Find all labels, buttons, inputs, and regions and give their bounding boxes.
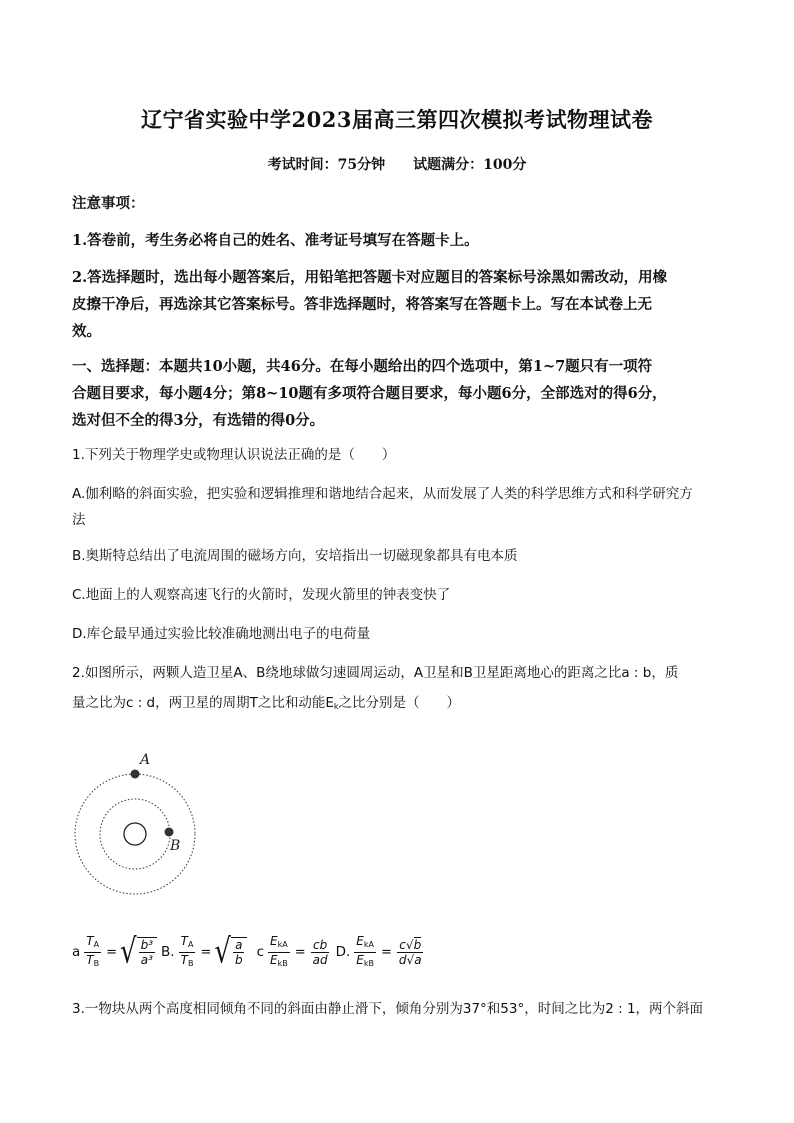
- notice-heading: 注意事项：: [72, 195, 145, 212]
- q2-option-b-rhs: √ $\frac{a}{b}$: [214, 937, 246, 967]
- full-score: 试题满分：100分: [413, 157, 527, 173]
- outer-orbit: [75, 774, 195, 894]
- earth: [124, 823, 146, 845]
- q1-stem: 1.下列关于物理学史或物理认识说法正确的是（ ）: [72, 447, 396, 463]
- exam-subtitle: [0, 154, 794, 174]
- time-limit: 考试时间：75分钟: [267, 157, 386, 173]
- q1-option-a-line-2: 法: [72, 512, 86, 528]
- q2-option-c-label: c: [256, 944, 264, 960]
- section-1-line-2: 合题目要求，每小题4分；第8~10题有多项符合题目要求，每小题6分，全部选对的得6分，: [72, 385, 667, 402]
- inner-orbit: [100, 799, 170, 869]
- satellite-a: [131, 770, 140, 779]
- exam-title: 辽宁省实验中学2023届高三第四次模拟考试物理试卷: [141, 107, 653, 132]
- q3-stem: 3.一物块从两个高度相同倾角不同的斜面由静止滑下，倾角分别为37°和53°，时间之比为2 : 1，两个斜面: [72, 1001, 704, 1017]
- q2-option-b-label: B.: [161, 944, 175, 960]
- q2-option-a-lhs: $\frac{T_A}{T_B}$: [86, 933, 100, 968]
- q2-stem-line-2: 量之比为c : d，两卫星的周期T之比和动能$E_k$之比分别是（ ）: [72, 695, 461, 711]
- q2-option-a-label: a: [72, 944, 81, 960]
- q2-option-b-lhs: $\frac{T_A}{T_B}$: [180, 933, 194, 968]
- q2-option-c-rhs: $\frac{cb}{ad}$: [312, 937, 328, 967]
- notice-item-1: 1.答卷前，考生务必将自己的姓名、准考证号填写在答题卡上。: [72, 232, 479, 249]
- q2-option-d-lhs: $\frac{E_{kA}}{E_{kB}}$: [356, 933, 375, 968]
- notice-item-2-line-1: 2.答选择题时，选出每小题答案后，用铅笔把答题卡对应题目的答案标号涂黑如需改动，用橡: [72, 269, 668, 286]
- q1-option-b: B.奥斯特总结出了电流周围的磁场方向，安培指出一切磁现象都具有电本质: [72, 548, 518, 564]
- q2-option-d-label: D.: [335, 944, 351, 960]
- q2-stem-line-1: 2.如图所示，两颗人造卫星A、B绕地球做匀速圆周运动，A卫星和B卫星距离地心的距离之比a : b，质: [72, 665, 679, 681]
- orbit-diagram: [70, 740, 210, 910]
- q1-option-c: C.地面上的人观察高速飞行的火箭时，发现火箭里的钟表变快了: [72, 587, 451, 603]
- q2-option-c-lhs: $\frac{E_{kA}}{E_{kB}}$: [270, 933, 288, 968]
- q2-options: a $\frac{T_A}{T_B}$ = √ $\frac{\text{b³}}{\text{a³}}$ B. $\frac{T_A}{T_B}$ = √ $\frac{a}{b}$ c $\frac{E_{kA}}{E_{kB}}$ = $\frac{cb}{ad}$ D. $\frac{E_{kA}}{E_{kB}}$ = $\frac{c√b}{d√a}$: [72, 932, 422, 972]
- notice-item-2-line-3: 效。: [72, 323, 101, 340]
- q1-option-a-line-1: A.伽利略的斜面实验，把实验和逻辑推理和谐地结合起来，从而发展了人类的科学思维方式和科学研究方: [72, 486, 693, 502]
- section-1-line-3: 选对但不全的得3分，有选错的得0分。: [72, 412, 325, 429]
- satellite-b: [165, 828, 174, 837]
- q2-option-a-rhs: √ $\frac{\text{b³}}{\text{a³}}$: [120, 937, 157, 967]
- q1-option-d: D.库仑最早通过实验比较准确地测出电子的电荷量: [72, 626, 371, 642]
- satellite-b-label: B: [170, 838, 181, 854]
- section-1-line-1: 一、选择题：本题共10小题，共46分。在每小题给出的四个选项中，第1~7题只有一项符: [72, 358, 653, 375]
- q2-option-d-rhs: $\frac{c√b}{d√a}$: [398, 937, 422, 967]
- notice-item-2-line-2: 皮擦干净后，再选涂其它答案标号。答非选择题时，将答案写在答题卡上。写在本试卷上无: [72, 296, 652, 313]
- satellite-a-label: A: [140, 752, 151, 768]
